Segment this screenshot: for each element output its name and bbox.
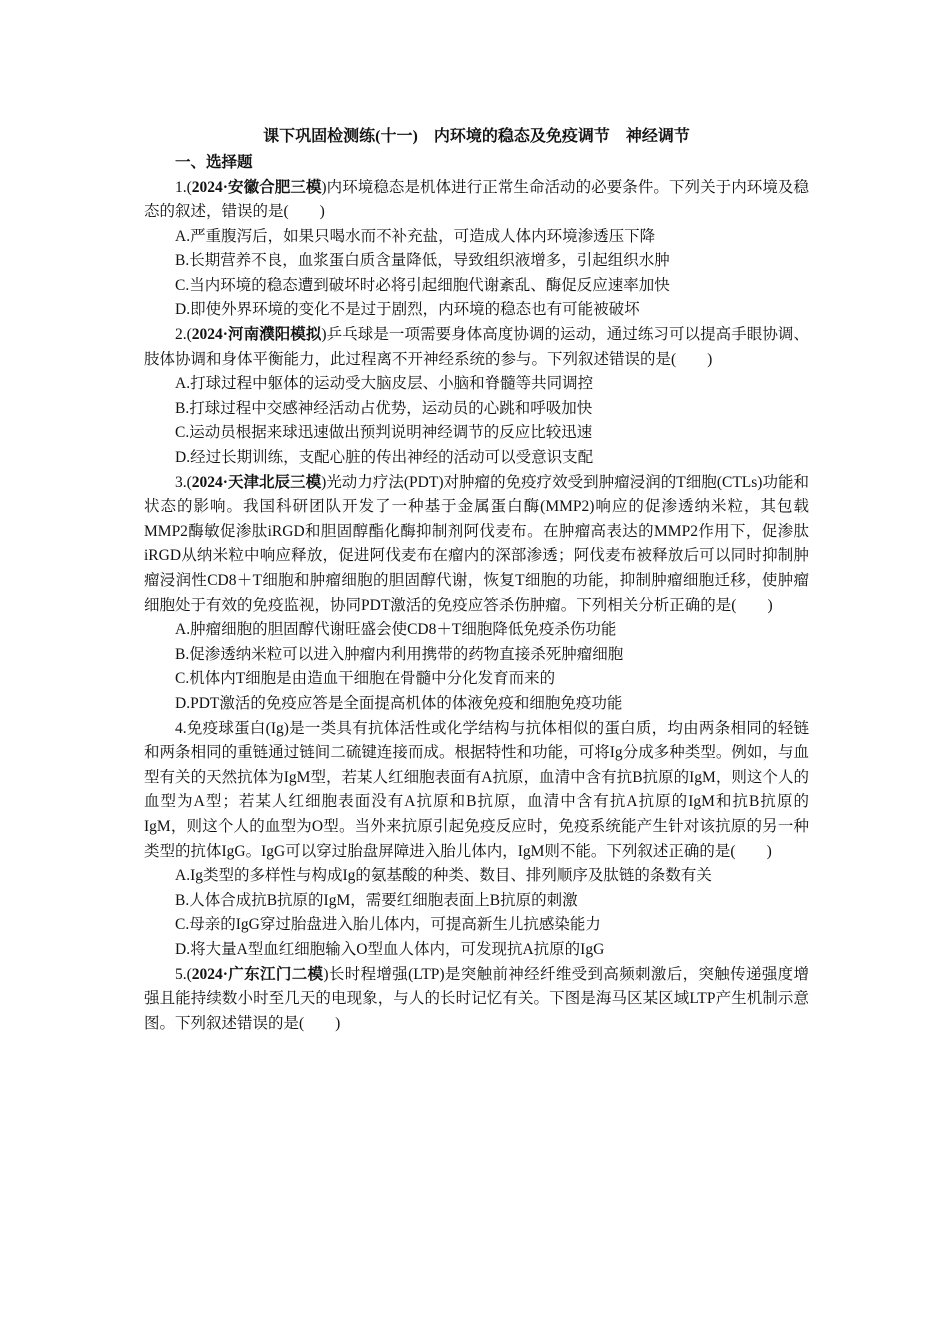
question-5 (144, 963, 809, 1037)
question-number: 2.( (175, 326, 192, 344)
question-2 (144, 323, 809, 471)
option-d: D.将大量A型血红细胞输入O型血人体内，可发现抗A抗原的IgG (175, 940, 605, 958)
option-c: C.当内环境的稳态遭到破坏时必将引起细胞代谢紊乱、酶促反应速率加快 (175, 276, 670, 294)
option-a: A.Ig类型的多样性与构成Ig的氨基酸的种类、数目、排列顺序及肽链的条数有关 (175, 867, 712, 885)
option-d: D.PDT激活的免疫应答是全面提高机体的体液免疫和细胞免疫功能 (175, 694, 623, 712)
question-text: 免疫球蛋白(Ig)是一类具有抗体活性或化学结构与抗体相似的蛋白质，均由两条相同的轻链和两条相同的重链通过链间二硫键连接而成。根据特性和功能，可将Ig分成多种类型。例如，与血型有关的天然抗体为IgM型，若某人红细胞表面有A抗原，血清中含有抗B抗原的IgM，则这个人的血型为A型；若某人红细胞表面没有A抗原和B抗原，血清中含有抗A抗原的IgM和抗B抗原的IgM，则这个人的血型为O型。当外来抗原引起免疫反应时，免疫系统能产生针对该抗原的另一种类型的抗体IgG。IgG可以穿过胎盘屏障进入胎儿体内，IgM则不能。下列叙述正确的是( ) (144, 719, 809, 860)
option-b: B.打球过程中交感神经活动占优势，运动员的心跳和呼吸加快 (175, 399, 593, 417)
option-b: B.促渗透纳米粒可以进入肿瘤内利用携带的药物直接杀死肿瘤细胞 (175, 645, 624, 663)
question-text: )内环境稳态是机体进行正常生命活动的必要条件。下列关于内环境及稳态的叙述，错误的是( ) (144, 178, 809, 221)
option-d: D.经过长期训练，支配心脏的传出神经的活动可以受意识支配 (175, 449, 594, 467)
question-number: 3.( (175, 473, 192, 491)
option-b: B.长期营养不良，血浆蛋白质含量降低，导致组织液增多，引起组织水肿 (175, 252, 670, 270)
option-d: D.即使外界环境的变化不是过于剧烈，内环境的稳态也有可能被破坏 (175, 301, 640, 319)
question-number: 1.( (175, 178, 192, 196)
question-text: )光动力疗法(PDT)对肿瘤的免疫疗效受到肿瘤浸润的T细胞(CTLs)功能和状态的影响。我国科研团队开发了一种基于金属蛋白酶(MMP2)响应的促渗透纳米粒，其包载MMP2酶敏促渗肽iRGD和胆固醇酯化酶抑制剂阿伐麦布。在肿瘤高表达的MMP2作用下，促渗肽iRGD从纳米粒中响应释放，促进阿伐麦布在瘤内的深部渗透；阿伐麦布被释放后可以同时抑制肿瘤浸润性CD8＋T细胞和肿瘤细胞的胆固醇代谢，恢复T细胞的功能，抑制肿瘤细胞迁移，使肿瘤细胞处于有效的免疫监视，协同PDT激活的免疫应答杀伤肿瘤。下列相关分析正确的是( ) (144, 473, 810, 614)
option-c: C.运动员根据来球迅速做出预判说明神经调节的反应比较迅速 (175, 424, 593, 442)
option-c: C.母亲的IgG穿过胎盘进入胎儿体内，可提高新生儿抗感染能力 (175, 916, 601, 934)
option-a: A.打球过程中躯体的运动受大脑皮层、小脑和脊髓等共同调控 (175, 375, 594, 393)
question-number: 5.( (175, 965, 192, 983)
question-stem (144, 717, 809, 865)
question-source: 2024·安徽合肥三模 (191, 178, 322, 196)
question-stem (144, 471, 809, 619)
option-a: A.肿瘤细胞的胆固醇代谢旺盛会使CD8＋T细胞降低免疫杀伤功能 (175, 621, 617, 639)
section-heading: 一、选择题 (175, 154, 253, 171)
page-title: 课下巩固检测练(十一) 内环境的稳态及免疫调节 神经调节 (263, 128, 690, 145)
question-stem (144, 323, 809, 372)
question-3 (144, 471, 809, 717)
document-page (144, 124, 809, 1036)
option-b: B.人体合成抗B抗原的IgM，需要红细胞表面上B抗原的刺激 (175, 891, 578, 909)
question-stem (144, 176, 809, 225)
question-text: )长时程增强(LTP)是突触前神经纤维受到高频刺激后，突触传递强度增强且能持续数小时至几天的电现象，与人的长时记忆有关。下图是海马区某区域LTP产生机制示意图。下列叙述错误的是( ) (144, 965, 810, 1032)
question-1 (144, 176, 809, 324)
question-source: 2024·广东江门二模 (191, 965, 324, 983)
question-number: 4. (175, 719, 187, 737)
question-stem (144, 963, 809, 1037)
question-4 (144, 717, 809, 963)
option-a: A.严重腹泻后，如果只喝水而不补充盐，可造成人体内环境渗透压下降 (175, 227, 656, 245)
question-text: )乒乓球是一项需要身体高度协调的运动，通过练习可以提高手眼协调、肢体协调和身体平衡能力，此过程离不开神经系统的参与。下列叙述错误的是( ) (144, 326, 809, 368)
question-source: 2024·天津北辰三模 (191, 473, 322, 491)
question-source: 2024·河南濮阳模拟 (191, 326, 322, 344)
option-c: C.机体内T细胞是由造血干细胞在骨髓中分化发育而来的 (175, 670, 556, 688)
